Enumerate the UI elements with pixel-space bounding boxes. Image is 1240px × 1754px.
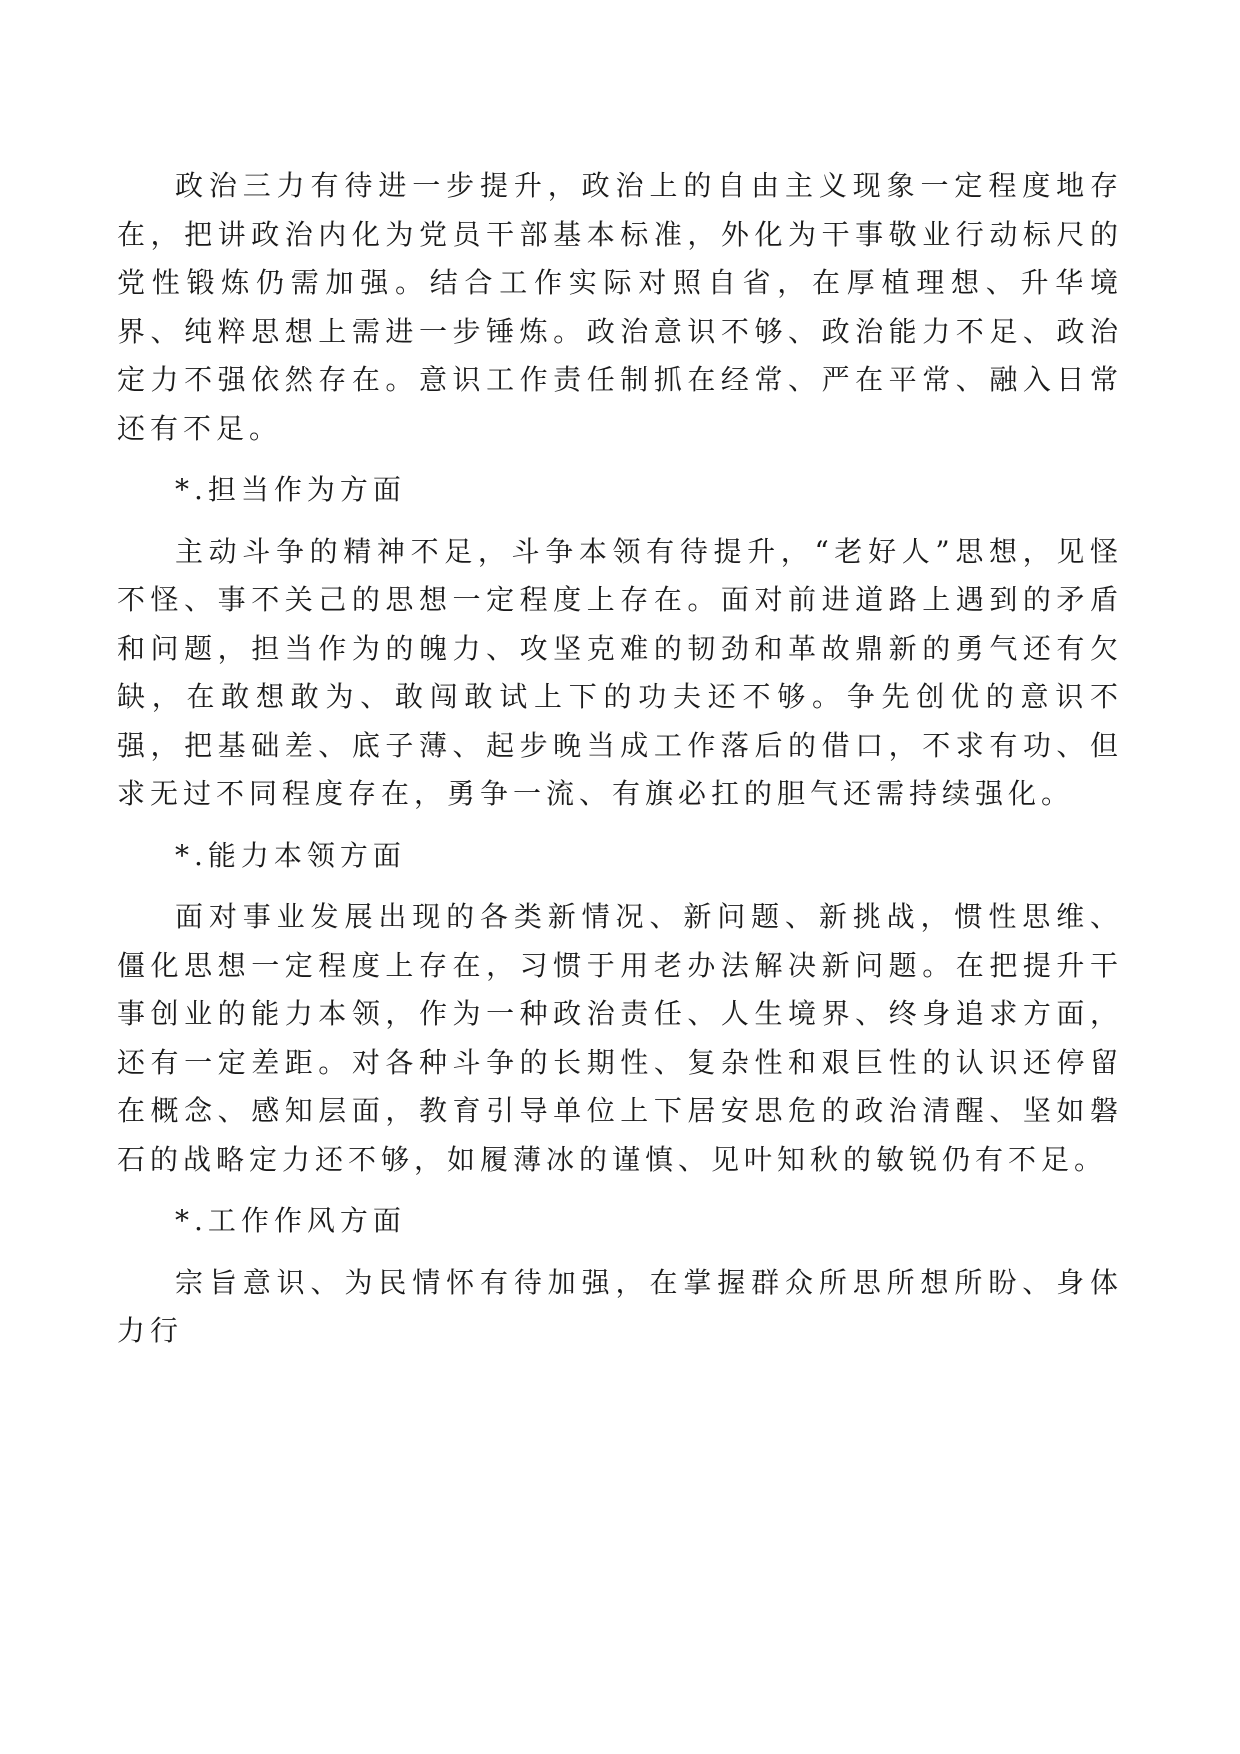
- paragraph-responsibility: 主动斗争的精神不足，斗争本领有待提升，“老好人”思想，见怪不怪、事不关己的思想一定程度上存在。面对前进道路上遇到的矛盾和问题，担当作为的魄力、攻坚克难的韧劲和革故鼎新的勇气还有欠缺，在敢想敢为、敢闯敢试上下的功夫还不够。争先创优的意识不强，把基础差、底子薄、起步晚当成工作落后的借口，不求有功、但求无过不同程度存在，勇争一流、有旗必扛的胆气还需持续强化。: [117, 534, 1123, 810]
- section-heading-responsibility: *.担当作为方面: [175, 473, 406, 506]
- document-body: [117, 162, 1123, 1369]
- paragraph-capability: 面对事业发展出现的各类新情况、新问题、新挑战，惯性思维、僵化思想一定程度上存在，习惯于用老办法解决新问题。在把提升干事创业的能力本领，作为一种政治责任、人生境界、终身追求方面，还有一定差距。对各种斗争的长期性、复杂性和艰巨性的认识还停留在概念、感知层面，教育引导单位上下居安思危的政治清醒、坚如磐石的战略定力还不够，如履薄冰的谨慎、见叶知秋的敏锐仍有不足。: [117, 900, 1123, 1176]
- paragraph-work-style: 宗旨意识、为民情怀有待加强，在掌握群众所思所想所盼、身体力行: [117, 1265, 1123, 1347]
- section-heading-capability: *.能力本领方面: [175, 838, 406, 872]
- paragraph-political-ability: 政治三力有待进一步提升，政治上的自由主义现象一定程度地存在，把讲政治内化为党员干部基本标准，外化为干事敬业行动标尺的党性锻炼仍需加强。结合工作实际对照自省，在厚植理想、升华境界、纯粹思想上需进一步锤炼。政治意识不够、政治能力不足、政治定力不强依然存在。意识工作责任制抓在经常、严在平常、融入日常还有不足。: [117, 169, 1123, 445]
- section-heading-work-style: *.工作作风方面: [175, 1204, 406, 1237]
